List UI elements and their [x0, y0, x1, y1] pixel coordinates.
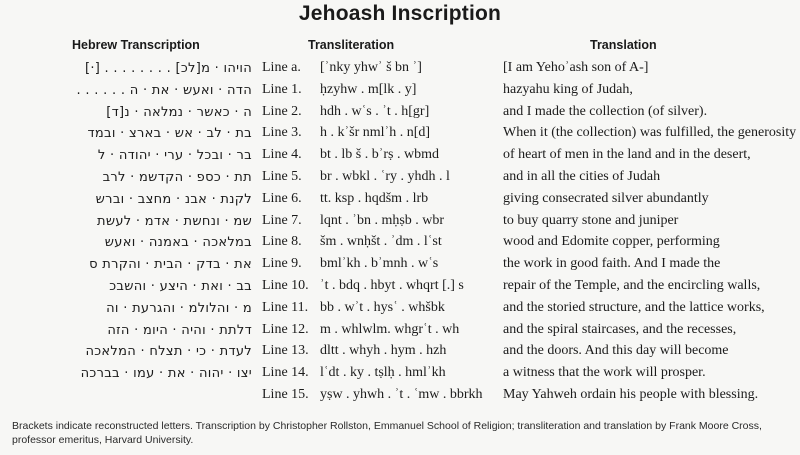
line-number-label: Line 2.: [262, 103, 302, 119]
transliteration-cell: bb . wʾt . hysʿ . whšbk: [320, 299, 445, 315]
transliteration-cell: bt . lb š . bʾrṣ . wbmd: [320, 147, 439, 163]
table-row: [0, 298, 800, 320]
transliteration-cell: šm . wnḥšt . ʾdm . lʿst: [320, 234, 442, 250]
hebrew-transcription-cell: לקנת · אבנ · מחצב · וברש: [95, 191, 252, 207]
transliteration-cell: [ʾnky yhwʾ š bn ʾ]: [320, 60, 422, 75]
translation-cell: May Yahweh ordain his people with blessing.: [503, 386, 759, 402]
line-number-label: Line 8.: [262, 234, 302, 250]
translation-cell: and the spiral staircases, and the recesses,: [503, 321, 737, 337]
line-number-label: Line 5.: [262, 168, 302, 184]
hebrew-transcription-cell: שמ · ונחשת · אדמ · לעשת: [96, 213, 252, 229]
table-row: [0, 232, 800, 254]
transliteration-cell: ḥzyhw . m[lk . y]: [320, 81, 417, 97]
footnote: Brackets indicate reconstructed letters. Transcription by Christopher Rollston, Emmanuel School of Religion; transliteration and translation by Frank Moore Cross, professor emeritus, Harvard University.: [12, 420, 762, 446]
transliteration-cell: h . kʾšr nmlʾh . n[d]: [320, 125, 431, 141]
transliteration-cell: m . whlwlm. whgrʿt . wh: [320, 321, 460, 337]
table-row: [0, 254, 800, 276]
line-number-label: Line a.: [262, 60, 301, 75]
hebrew-transcription-cell: ה · כאשר · נמלאה · נ[ד]: [106, 104, 252, 120]
transliteration-cell: lʿdt . ky . tṣlḥ . hmlʾkh: [320, 365, 446, 381]
hebrew-transcription-cell: במלאכה · באמנה · ואעש: [104, 235, 252, 251]
table-row: [0, 320, 800, 342]
table-row: [0, 276, 800, 298]
table-row: [0, 123, 800, 145]
translation-cell: to buy quarry stone and juniper: [503, 212, 679, 228]
line-number-label: Line 9.: [262, 256, 302, 272]
translation-cell: giving consecrated silver abundantly: [503, 190, 709, 206]
table-row: [0, 363, 800, 385]
transliteration-cell: bmlʾkh . bʾmnh . wʿs: [320, 256, 439, 272]
table-row: [0, 211, 800, 233]
table-row: [0, 80, 800, 102]
translation-cell: hazyahu king of Judah,: [503, 81, 633, 97]
line-number-label: Line 14.: [262, 365, 309, 381]
table-row: [0, 189, 800, 211]
hebrew-transcription-cell: הויהו · מ[לכ] . . . . . . . . [·]: [84, 61, 252, 76]
translation-cell: a witness that the work will prosper.: [503, 365, 706, 381]
line-number-label: Line 6.: [262, 190, 302, 206]
table-row: [0, 341, 800, 363]
hebrew-transcription-cell: יצו · יהוה · את · עמו · בברכה: [80, 366, 252, 382]
transliteration-cell: ʾt . bdq . hbyt . whqrt [.] s: [320, 277, 464, 293]
transliteration-cell: lqnt . ʾbn . mḥṣb . wbr: [320, 212, 445, 228]
line-number-label: Line 1.: [262, 81, 302, 97]
line-number-label: Line 3.: [262, 125, 302, 141]
line-number-label: Line 13.: [262, 343, 309, 359]
table-row: [0, 145, 800, 167]
line-number-label: Line 7.: [262, 212, 302, 228]
transliteration-cell: tt. ksp . hqdšm . lrb: [320, 190, 429, 206]
translation-cell: repair of the Temple, and the encircling walls,: [503, 277, 761, 293]
translation-cell: [I am Yehoʾash son of A-]: [503, 60, 649, 75]
translation-cell: and in all the cities of Judah: [503, 168, 661, 184]
hebrew-transcription-cell: דלתת · והיה · היומ · הזה: [107, 322, 252, 338]
hebrew-transcription-cell: מ · והלולמ · והגרעת · וה: [106, 300, 252, 316]
line-number-label: Line 11.: [262, 299, 309, 315]
line-number-label: Line 10.: [262, 277, 309, 293]
translation-column-header: Translation: [590, 38, 657, 52]
line-number-label: Line 4.: [262, 147, 302, 163]
table-row: [0, 102, 800, 124]
table-row: [0, 385, 800, 407]
translation-cell: When it (the collection) was fulfilled, the generosity: [503, 125, 797, 141]
transliteration-column-header: Transliteration: [308, 38, 395, 52]
translation-cell: and the storied structure, and the lattice works,: [503, 299, 765, 315]
line-number-label: Line 15.: [262, 386, 309, 402]
hebrew-transcription-cell: בב · ואת · היצע · והשבכ: [109, 278, 252, 294]
translation-cell: of heart of men in the land and in the desert,: [503, 147, 751, 163]
transliteration-cell: yṣw . yhwh . ʾt . ʿmw . bbrkh: [320, 386, 483, 402]
table-row: [0, 167, 800, 189]
hebrew-transcription-cell: את · בדק · הבית · והקרת ס: [89, 257, 252, 273]
hebrew-transcription-cell: הדה · ואעש · את · ה . . . . . .: [76, 82, 252, 98]
hebrew-transcription-cell: בר · ובכל · ערי · יהודה · ל: [97, 148, 252, 164]
translation-cell: wood and Edomite copper, performing: [503, 234, 720, 250]
table-row: [0, 58, 800, 80]
translation-cell: the work in good faith. And I made the: [503, 256, 721, 272]
translation-cell: and the doors. And this day will become: [503, 343, 729, 359]
transliteration-cell: hdh . wʿs . ʾt . h[gr]: [320, 103, 430, 119]
translation-cell: and I made the collection (of silver).: [503, 103, 708, 119]
line-number-label: Line 12.: [262, 321, 309, 337]
inscription-table: [0, 58, 800, 407]
transliteration-cell: dltt . whyh . hym . hzh: [320, 343, 447, 359]
page-title: Jehoash Inscription: [298, 2, 502, 25]
hebrew-column-header: Hebrew Transcription: [72, 38, 200, 52]
hebrew-transcription-cell: לעדת · כי · תצלח · המלאכה: [85, 344, 252, 360]
hebrew-transcription-cell: בת · לב · אש · בארצ · ובמד: [87, 126, 252, 142]
hebrew-transcription-cell: תת · כספ · הקדשמ · לרב: [102, 169, 252, 185]
transliteration-cell: br . wbkl . ʿry . yhdh . l: [320, 168, 450, 184]
